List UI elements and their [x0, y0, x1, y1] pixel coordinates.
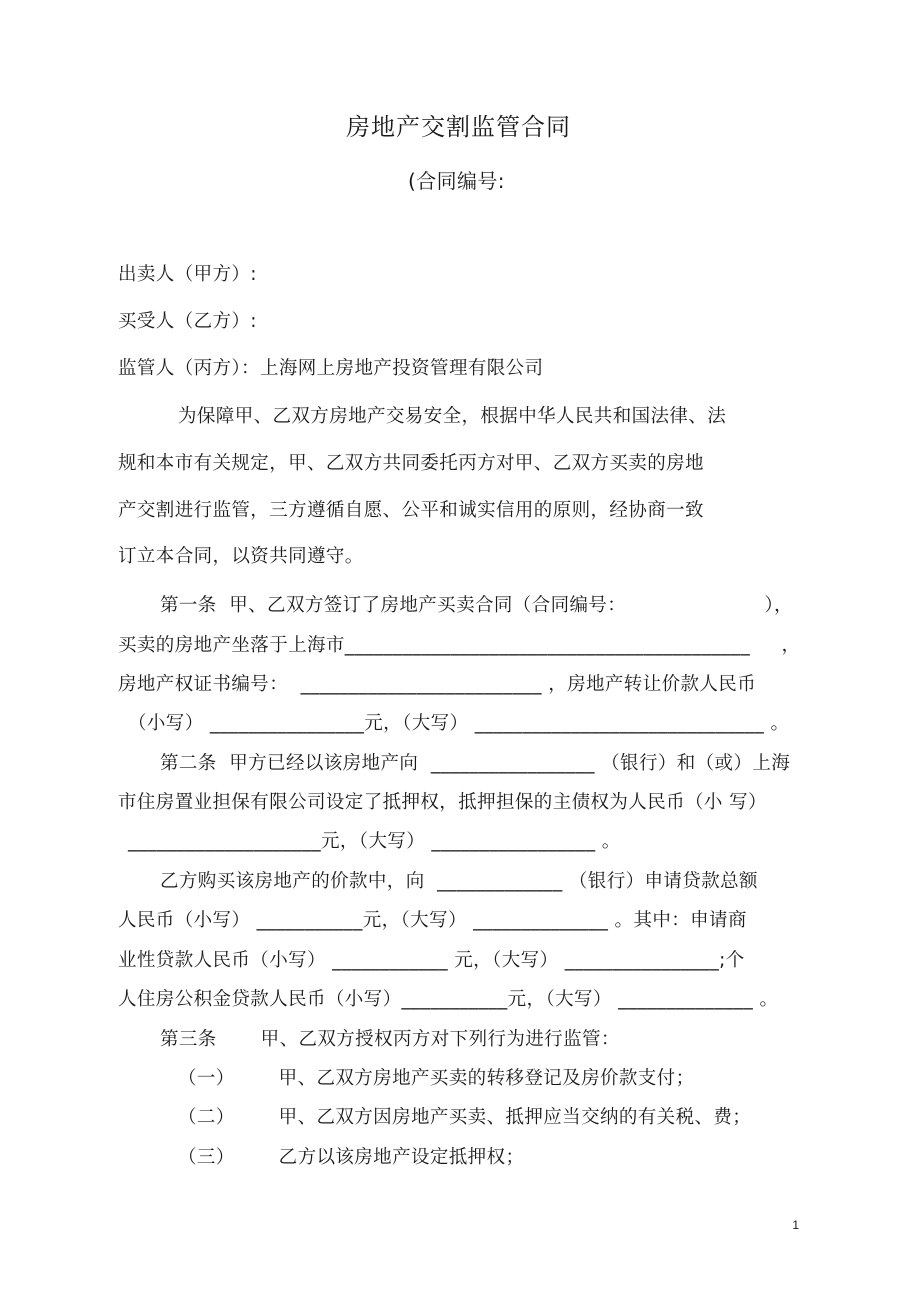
article1-line: （小写） ________________元，（大写） ______________________________ 。	[128, 713, 790, 734]
preamble-line: 产交割进行监管，三方遵循自愿、公平和诚实信用的原则，经协商一致	[118, 500, 704, 521]
loan-line: 人民币（小写） ___________元，（大写） ______________ 。其中：申请商	[118, 910, 747, 931]
article2-line: 市住房置业担保有限公司设定了抵押权，抵押担保的主债权为人民币（小 写）	[118, 792, 767, 813]
article1-line: 房地产权证书编号： _________________________ ，房地产转让价款人民币	[118, 674, 757, 695]
loan-line: 人住房公积金贷款人民币（小写）___________元，（大写） ______________ 。	[118, 989, 779, 1010]
preamble-line: 为保障甲、乙双方房地产交易安全，根据中华人民共和国法律、法	[178, 406, 727, 427]
loan-line: 业性贷款人民币（小写） ____________ 元，（大写） ________________;个	[118, 950, 745, 971]
article1-line: 买卖的房地产坐落于上海市__________________________________________ ，	[118, 635, 801, 656]
loan-line: 乙方购买该房地产的价款中，向 _____________ （银行）申请贷款总额	[160, 871, 758, 892]
seller-line: 出卖人（甲方）:	[118, 264, 257, 285]
contract-number-label: (合同编号:	[408, 169, 505, 193]
preamble-line: 规和本市有关规定，甲、乙双方共同委托丙方对甲、乙双方买卖的房地	[118, 453, 704, 474]
page-title: 房地产交割监管合同	[346, 113, 571, 141]
article3-item: （二） 甲、乙双方因房地产买卖、抵押应当交纳的有关税、费；	[178, 1107, 752, 1128]
article2-line: 第二条 甲方已经以该房地产向 _________________ （银行）和（或）上海	[160, 753, 791, 774]
buyer-line: 买受人（乙方）:	[118, 311, 257, 332]
article3-heading: 第三条 甲、乙双方授权丙方对下列行为进行监管：	[160, 1029, 620, 1050]
article1-line: 第一条 甲、乙双方签订了房地产买卖合同（合同编号： ），	[160, 595, 793, 616]
article3-item: （一） 甲、乙双方房地产买卖的转移登记及房价款支付；	[178, 1068, 695, 1089]
page-number: 1	[792, 1218, 799, 1232]
preamble-line: 订立本合同，以资共同遵守。	[118, 546, 364, 567]
supervisor-line: 监管人（丙方）：上海网上房地产投资管理有限公司	[118, 358, 544, 379]
article3-item: （三） 乙方以该房地产设定抵押权；	[178, 1147, 525, 1168]
article2-line: ____________________元，（大写） _________________ 。	[128, 831, 621, 852]
